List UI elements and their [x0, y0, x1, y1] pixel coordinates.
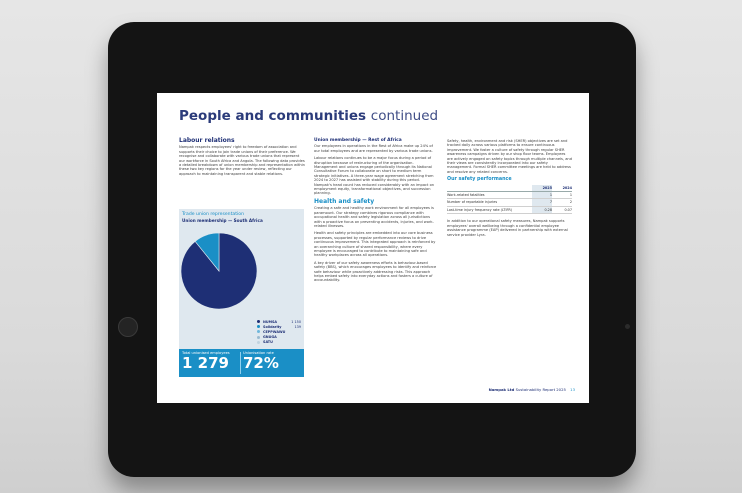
health-safety-text-2: Health and safety principles are embedded into our core business processes, supported by regular performance reviews to drive continuous improvement. This integrated approach is reinforced by an overarching culture of shared responsibility, where every employee is encouraged to contribute to maintaining safe and healthy workplaces across all operations. — [314, 231, 436, 258]
eap-text: In addition to our operational safety measures, Nampak supports employees' overall wellbeing through a confidential employee assistance programme (EAP) delivered in partnership with external service provider Lyra. — [447, 219, 568, 237]
table-cell: Number of reportable injuries — [447, 199, 532, 206]
stats-divider — [240, 352, 241, 374]
chart-title: Trade union representation — [182, 212, 245, 217]
legend-swatch — [257, 325, 260, 328]
legend-value: 139 — [294, 324, 301, 329]
health-safety-heading: Health and safety — [314, 197, 375, 205]
title-suffix: continued — [370, 108, 439, 124]
table-header: 2025 — [532, 185, 552, 192]
title-main: People and communities — [179, 108, 367, 124]
table-cell: 7 — [532, 199, 552, 206]
table-cell: 1 — [552, 192, 572, 199]
rest-of-africa-heading: Union membership — Rest of Africa — [314, 138, 402, 143]
legend-label: Solidarity — [263, 324, 282, 329]
total-label: Total unionised employees — [182, 351, 230, 355]
legend-value: 1 150 — [291, 319, 301, 324]
left-column — [179, 139, 305, 179]
legend-item — [257, 329, 301, 334]
home-button[interactable] — [118, 317, 138, 337]
table-cell: 2 — [552, 199, 572, 206]
page-footer — [489, 387, 575, 392]
legend-item — [257, 340, 301, 345]
pie-chart — [179, 221, 304, 331]
total-value: 1 279 — [182, 354, 229, 372]
legend-label: CEPPWAWU — [263, 329, 286, 334]
table-row — [447, 192, 572, 199]
rate-label: Unionisation rate — [243, 351, 274, 355]
rate-value: 72% — [243, 354, 279, 372]
legend-swatch — [257, 341, 260, 344]
health-safety-text-3: A key driver of our safety awareness efforts is behaviour-based safety (BBS), which encourages employees to identify and reinforce safe behaviour while proactively addressing risks. This approach helps embed safety into everyday actions and fosters a culture of accountability. — [314, 260, 437, 283]
table-cell: 0.07 — [552, 206, 572, 213]
legend-item — [257, 335, 301, 340]
sher-text: Safety, health, environment and risk (SHER) objectives are set and tracked daily across various platforms to ensure continuous improvement. We foster a culture of safety through regular SHER awareness campaigns driven by our shop floor teams. Employees are actively engaged on safety topics through multiple channels, and their views are consistently incorporated into our safety management. Formal SHER committee meetings are held to address and resolve any related concerns. — [447, 139, 572, 174]
legend-swatch — [257, 320, 260, 323]
camera-icon — [625, 324, 630, 329]
table-header — [447, 185, 532, 192]
unionisation-rate — [243, 351, 279, 372]
middle-column — [314, 139, 438, 286]
legend-item — [257, 324, 301, 329]
page-title — [179, 108, 438, 124]
legend-item — [257, 319, 301, 324]
table-cell: 1 — [532, 192, 552, 199]
page-number: 13 — [570, 387, 575, 392]
safety-performance-heading: Our safety performance — [447, 177, 512, 183]
safety-table — [447, 185, 572, 215]
chart-legend — [257, 319, 301, 345]
table-row — [447, 206, 572, 213]
legend-swatch — [257, 330, 260, 333]
table-cell: Lost-time injury frequency rate (LTIFR) — [447, 206, 532, 213]
union-chart-panel — [179, 209, 304, 349]
tablet-screen — [157, 93, 589, 403]
table-cell: 0.28 — [532, 206, 552, 213]
legend-label: SATU — [263, 340, 273, 345]
chart-subtitle: Union membership — South Africa — [182, 218, 263, 223]
table-header: 2024 — [552, 185, 572, 192]
labour-focus-text: Labour relations continues to be a major focus during a period of disruption because of restructuring of the organisation. Management and unions engage periodically through its National Consultative Forum to collaborate on short to medium term strategic initiatives. A three-year wage agreement stretching from 2024 to 2027 has assisted with stability during this period. Nampak's head count has reduced considerably with an impact on employment equity, transformational objectives, and succession planning. — [314, 156, 435, 196]
labour-relations-heading: Labour relations — [179, 137, 235, 144]
legend-swatch — [257, 336, 260, 339]
labour-relations-text: Nampak respects employees' right to freedom of association and supports their choice to join trade unions of their preference. We recognise and collaborate with various trade unions that represent our workforce in South Africa and Angola. The following data provides a detailed breakdown of union membership and representation within these two key regions for the year under review, reflecting our approach to maintaining transparent and stable relations. — [179, 145, 305, 176]
legend-label: GNUGA — [263, 335, 277, 340]
right-column — [447, 139, 572, 240]
legend-label: NUMSA — [263, 319, 278, 324]
rest-of-africa-text: Our employees in operations in the Rest of Africa make up 24% of our total employees and are represented by various trade unions. — [314, 144, 433, 153]
health-safety-text-1: Creating a safe and healthy work environment for all employees is paramount. Our strategy combines rigorous compliance with occupational health and safety legislation across all jurisdictions with a proactive focus on preventing accidents, injuries, and work-related illnesses. — [314, 206, 434, 228]
union-stats-bar — [179, 349, 304, 377]
table-cell: Work-related fatalities — [447, 192, 532, 199]
total-unionised — [182, 351, 230, 372]
table-header-row — [447, 185, 572, 192]
footer-report: Sustainability Report 2025 — [515, 387, 566, 392]
table-row — [447, 199, 572, 206]
footer-company: Nampak Ltd — [488, 387, 515, 392]
